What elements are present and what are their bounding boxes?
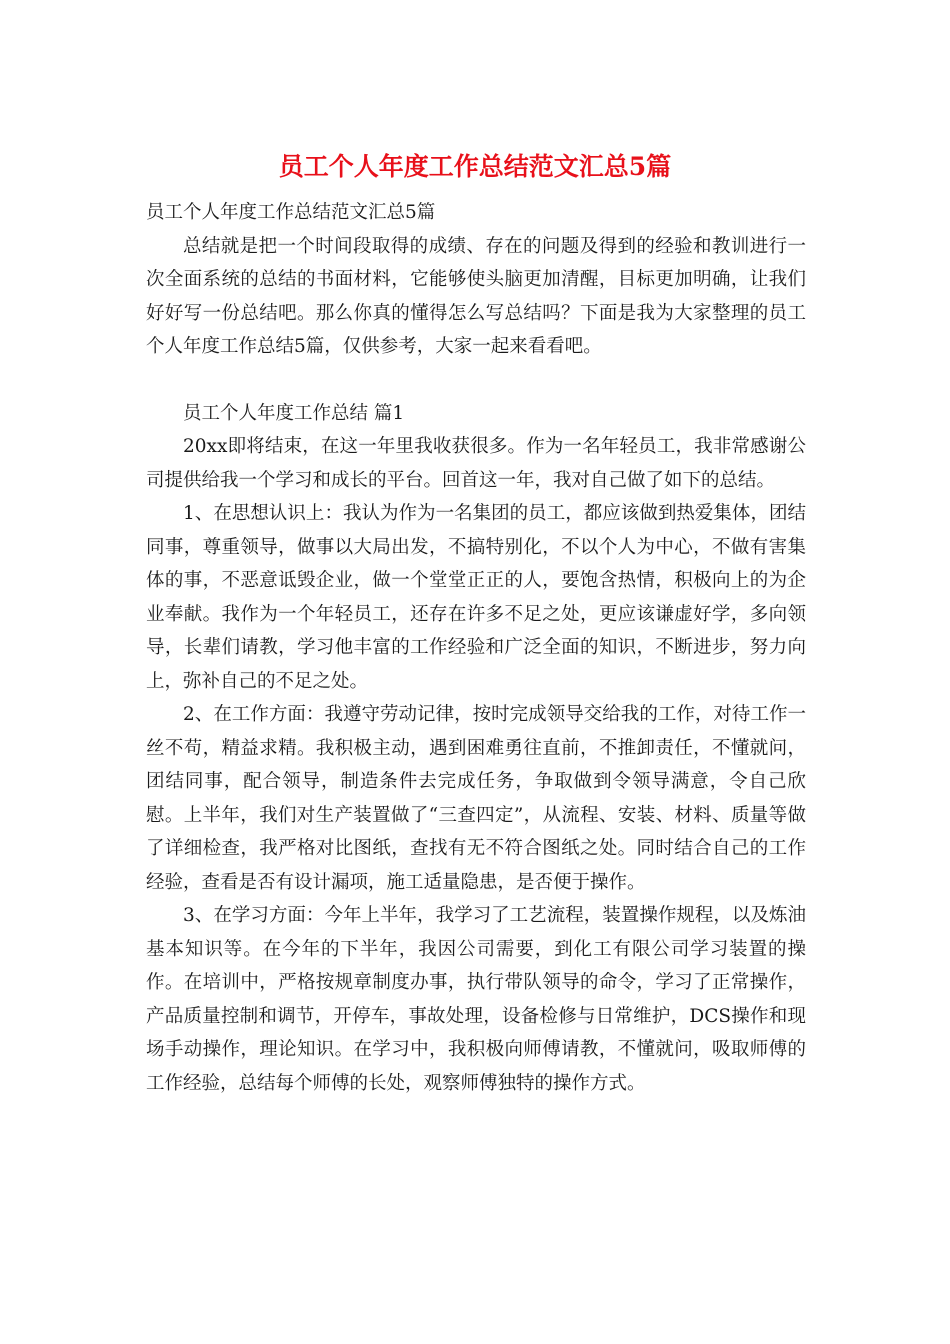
- body-paragraph-study: 3、在学习方面：今年上半年，我学习了工艺流程，装置操作规程，以及炼油基本知识等。在今年的下半年，我因公司需要，到化工有限公司学习装置的操作。在培训中，严格按规章制度办事，执行带队领导的命令，学习了正常操作，产品质量控制和调节，开停车，事故处理，设备检修与日常维护，DCS操作和现场手动操作，理论知识。在学习中，我积极向师傅请教，不懂就问，吸取师傅的工作经验，总结每个师傅的长处，观察师傅独特的操作方式。: [146, 905, 806, 1094]
- body-paragraph-work: 2、在工作方面：我遵守劳动记律，按时完成领导交给我的工作，对待工作一丝不苟，精益求精。我积极主动，遇到困难勇往直前，不推卸责任，不懂就问，团结同事，配合领导，制造条件去完成任务，争取做到令领导满意，令自己欣慰。上半年，我们对生产装置做了“三查四定”，从流程、安装、材料、质量等做了详细检查，我严格对比图纸，查找有无不符合图纸之处。同时结合自己的工作经验，查看是否有设计漏项，施工适量隐患，是否便于操作。: [146, 704, 806, 893]
- body-paragraph-thinking: 1、在思想认识上：我认为作为一名集团的员工，都应该做到热爱集体，团结同事，尊重领导，做事以大局出发，不搞特别化，不以个人为中心，不做有害集体的事，不恶意诋毁企业，做一个堂堂正正的人，要饱含热情，积极向上的为企业奉献。我作为一个年轻员工，还存在许多不足之处，更应该谦虚好学，多向领导，长辈们请教，学习他丰富的工作经验和广泛全面的知识，不断进步，努力向上，弥补自己的不足之处。: [146, 503, 806, 692]
- document-title: 员工个人年度工作总结范文汇总5篇: [278, 152, 672, 181]
- document-subtitle: 员工个人年度工作总结范文汇总5篇: [146, 202, 436, 223]
- document-body: [146, 196, 806, 1100]
- body-paragraph-opening: 20xx即将结束，在这一年里我收获很多。作为一名年轻员工，我非常感谢公司提供给我一个学习和成长的平台。回首这一年，我对自己做了如下的总结。: [146, 436, 806, 491]
- section-heading: 员工个人年度工作总结 篇1: [183, 402, 405, 424]
- intro-paragraph: 总结就是把一个时间段取得的成绩、存在的问题及得到的经验和教训进行一次全面系统的总结的书面材料，它能够使头脑更加清醒，目标更加明确，让我们好好写一份总结吧。那么你真的懂得怎么写总结吗？下面是我为大家整理的员工个人年度工作总结5篇，仅供参考，大家一起来看看吧。: [146, 235, 806, 357]
